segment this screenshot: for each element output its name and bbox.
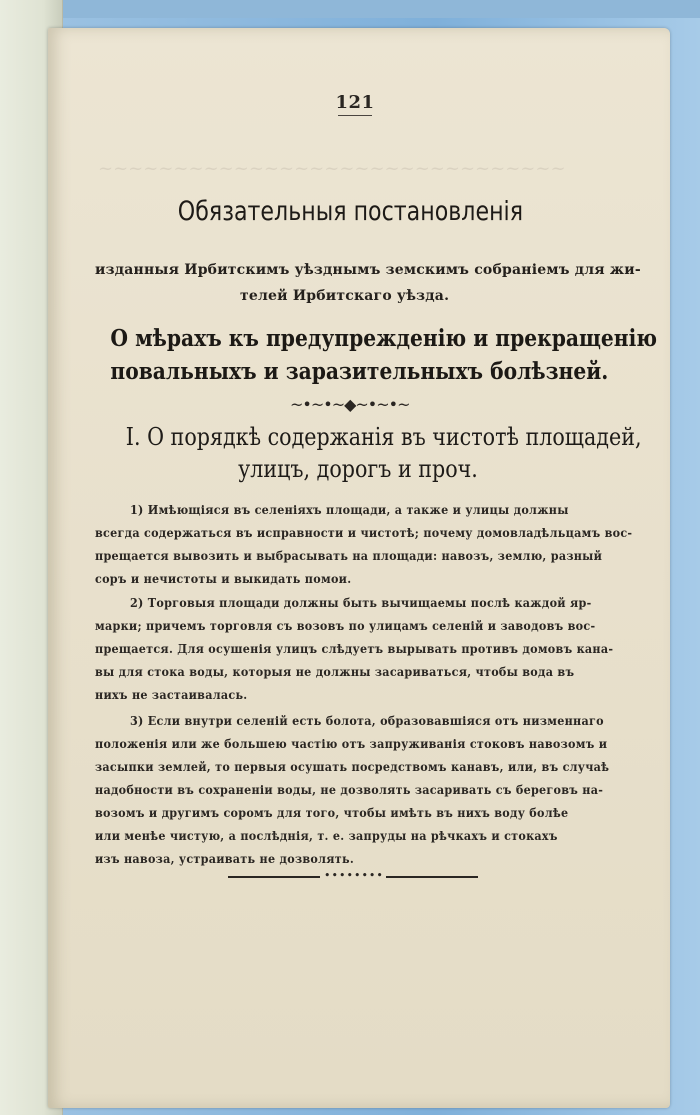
body-line: всегда содержаться въ исправности и чистотѣ; почему домовладѣльцамъ вос- — [95, 526, 633, 540]
body-line: возомъ и другимъ соромъ для того, чтобы имѣть въ нихъ воду болѣе — [95, 806, 569, 820]
book-page — [48, 28, 670, 1108]
heading-line-1: О мѣрахъ къ предупрежденію и прекращенію — [110, 325, 658, 352]
page-number: 121 — [335, 92, 375, 113]
body-line: положенія или же большею частію отъ запруживанія стоковъ навозомъ и — [95, 737, 608, 751]
body-line: прещается вывозить и выбрасывать на площади: навозъ, землю, разный — [95, 549, 603, 563]
body-line: надобности въ сохраненіи воды, не дозволять засаривать съ береговъ на- — [95, 783, 604, 797]
subtitle-line-2: телей Ирбитскаго уѣзда. — [240, 288, 450, 304]
page-title: Обязательныя постановленія — [177, 196, 524, 227]
body-line: прещается. Для осушенія улицъ слѣдуетъ вырывать противъ домовъ кана- — [95, 642, 614, 656]
ornament-divider-bottom — [228, 869, 478, 882]
body-line: 1) Имѣющіяся въ селеніяхъ площади, а также и улицы должны — [130, 503, 569, 517]
ornament-line-right — [386, 876, 478, 878]
page-number-rule — [338, 115, 372, 116]
section-heading-line-1: I. О порядкѣ содержанія въ чистотѣ площадей, — [125, 423, 642, 451]
subtitle-line-1: изданныя Ирбитскимъ уѣзднымъ земскимъ собраніемъ для жи- — [95, 262, 641, 278]
body-line: нихъ не застаивалась. — [95, 688, 248, 702]
ornament-dots: •••••••• — [324, 869, 384, 882]
heading-line-2: повальныхъ и заразительныхъ болѣзней. — [110, 358, 609, 385]
ornament-line-left — [228, 876, 320, 878]
body-line: соръ и нечистоты и выкидать помои. — [95, 572, 352, 586]
body-line: вы для стока воды, которыя не должны засариваться, чтобы вода въ — [95, 665, 575, 679]
bleed-through-text: ~~~~~~~~~~~~~~~~~~~~~~~~~~~~~~~ — [98, 158, 566, 179]
body-line: изъ навоза, устраивать не дозволять. — [95, 852, 354, 866]
body-line: или менѣе чистую, а послѣднія, т. е. запруды на рѣчкахъ и стокахъ — [95, 829, 558, 843]
body-line: марки; причемъ торговля съ возовъ по улицамъ селеній и заводовъ вос- — [95, 619, 596, 633]
body-line: засыпки землей, то первыя осушать посредствомъ канавъ, или, въ случаѣ — [95, 760, 610, 774]
body-line: 2) Торговыя площади должны быть вычищаемы послѣ каждой яр- — [130, 596, 592, 610]
section-heading-line-2: улицъ, дорогъ и проч. — [238, 455, 478, 483]
body-line: 3) Если внутри селеній есть болота, образовавшіяся отъ низменнаго — [130, 714, 604, 728]
ornament-divider-top: ~•~•~◆~•~•~ — [290, 395, 410, 414]
